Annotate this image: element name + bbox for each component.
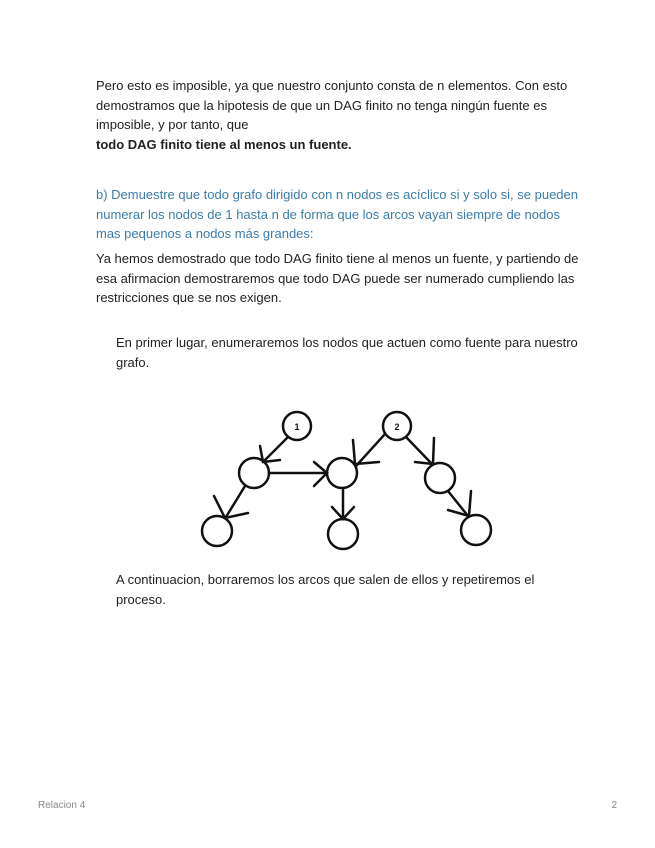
step2-line-1: A continuacion, borraremos los arcos que salen de ellos y repetiremos el [116,572,535,587]
footer-title: Relacion 4 [38,800,86,811]
step2-line-2: proceso. [116,591,166,607]
node-b [327,458,357,488]
answer-line-2: esa afirmacion demostraremos que todo DAG puede ser numerado cumpliendo las [96,270,575,286]
intro-line-3: imposible, y por tanto, que [96,117,249,132]
dag-diagram [190,400,510,560]
intro-line-2: demostramos que la hipotesis de que un DAG finito no tenga ningún fuente es [96,97,547,113]
step1-line-1: En primer lugar, enumeraremos los nodos que actuen como fuente para nuestro [116,335,578,350]
step2-paragraph [116,570,582,609]
step1-paragraph [116,333,582,372]
question-b-line-1: b) Demuestre que todo grafo dirigido con n nodos es acíclico si y solo si, se pueden [96,187,578,202]
conclusion-statement: todo DAG finito tiene al menos un fuente. [96,136,352,152]
edge-2-b [356,434,385,466]
step1-line-2: grafo. [116,354,150,370]
question-b [96,185,582,244]
node-1-label: 1 [294,422,300,432]
edge-2-c [406,437,432,464]
edge-1-a [264,437,288,461]
node-2-label: 2 [394,422,400,432]
edge-a-d [226,486,245,517]
node-c [425,463,455,493]
node-d [202,516,232,546]
paragraph-intro [96,76,582,154]
question-b-line-3: mas pequenos a nodos más grandes: [96,226,314,241]
node-e [328,519,358,549]
answer-paragraph [96,249,582,308]
answer-line-3: restricciones que se nos exigen. [96,290,282,305]
answer-line-1: Ya hemos demostrado que todo DAG finito tiene al menos un fuente, y partiendo de [96,251,579,266]
footer-page-number: 2 [611,800,617,811]
node-f [461,515,491,545]
intro-line-1: Pero esto es imposible, ya que nuestro conjunto consta de n elementos. Con esto [96,78,568,93]
question-b-line-2: numerar los nodos de 1 hasta n de forma que los arcos vayan siempre de nodos [96,206,560,222]
